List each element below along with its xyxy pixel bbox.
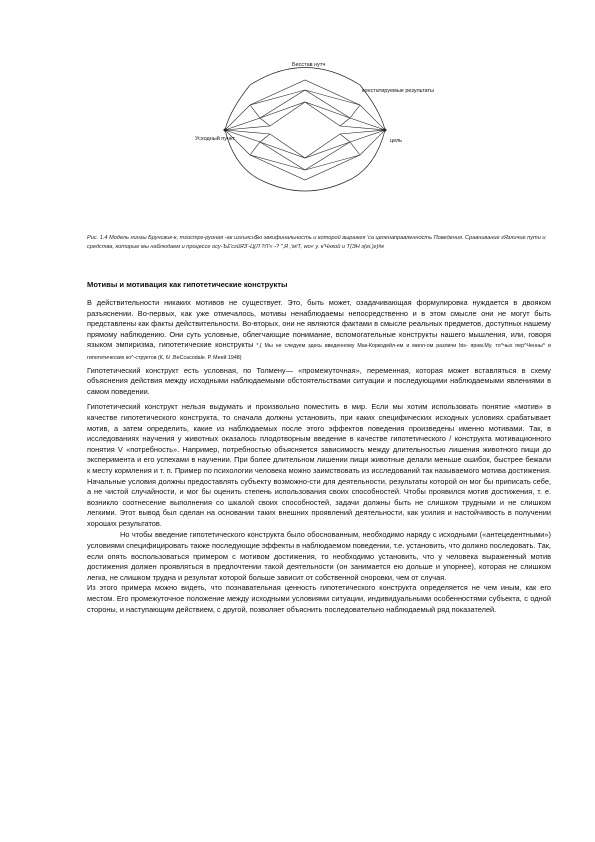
label-start: Усходный пункт xyxy=(195,136,236,142)
paragraph-2: Гипотетический конструкт есть условная, по Толмену— «промежуточная», переменная, которая может вставляться в схему объяснения действия между исходными наблюдаемыми обстоятельствами ситуации и последующими наблюдаемыми явлениями в самом поведении. xyxy=(87,365,551,396)
paragraph-3: Гипотетический конструкт нельзя выдумать и произвольно поместить в мир. Если мы хотим использовать понятие «мотив» в качестве гипотетического конструкта, то сначала должны установить, при каких специфических исходных условиях срабатывает мотив, а затем определить, какие из наблюдаемых после этого эффектов поведения произведены именно мотивами. Так, в исследованиях научения у животных оказалось плодотворным введение в качестве гипотетического / конструкта мотивационного понятия V «потребность». Например, потребностью объясняется зависимость между длительностью лишения животного пищи до эксперимента и его успехами в научении. При более длительном лишении пищи животные делали меньше ошибок, быстрее бежали к месту кормления и т. п. Пример по психологии человека можно заимствовать из исследований так называемого мотива достижения. Начальные условия должны предоставлять субъекту возможно-сти для деятельности, результаты которой он мог бы приписать себе, а не чистой случайности, и мог бы оценить степень использования своих способностей. Чтобы проявился мотив достижения, т. е. возникло соотнесение выполнения со шкалой своих способностей, задачи должны быть не слишком трудными и не слишком легкими. Этот вывод был сделан на основании таких внешних проявлений деятельности, как усилия и настойчивость в получении хороших результатов. xyxy=(87,402,551,528)
paragraph-1-main: В действительности никаких мотивов не существует. Это, быть может, озадачивающая формулировка нуждается в двояком разъяснении. Во-первых, как уже отмечалось, мотивы ненаблюдаемы непосредственно и в этом смысле они не могут быть представлены как факты действительности. Во-вторых, они не являются фактами в смысле реальных предметов, доступных нашему прямому наблюдению. Они суть условные, облегчающие понимание, вспомогательные конструкты нашего мышления, или, говоря языком эмпиризма, гипотетические конструкты xyxy=(87,298,551,350)
label-result: констатируемые результаты xyxy=(362,88,434,94)
paragraph-4: Но чтобы введение гипотетического конструкта было обоснованным, необходимо наряду с исходными («антецедентными») условиями специфицировать также последующие эффекты в наблюдаемом поведении, т.е. установить, что должно последовать. Так, если опять воспользоваться примером с мотивом достижения, то необходимо установить, что у человека выраженный мотив достижения должен проявляться в предпочтении такой деятельности (он занимается ею дольше и упорнее), которая не слишком легка, не слишком трудна и результат которой больше зависит от собственной сноровки, чем от случая. xyxy=(87,530,551,582)
figure-caption: Рис. 1.4 Модель линзы Брунсвик-к, тгострг-руоная -ак изгъясн$ю эвкифинальность и которой выражея 'са целенаправленность Поведения. Сравнивание гЯзличие пути и средства, которые мы наблюдаем и процессе осу-Ъ£'сгйЯЗ'-Ц(Л ?Л'« -? ",Я ,'м!Т, wo« у. к'Чнкой и Т(ЭН э(еi.)г)#к xyxy=(87,235,546,250)
paragraph-1 xyxy=(87,298,551,364)
paragraph-1-footnote: *.{ Мы не следуем здесь введенному Мак-Коркодейл-ем и милл-ом различи bis- ярнм.Му. то^чых пер^Ченны^ и гипотетических ко^-структов (К, 6/ .ВеСсасоdale. Р. Меей 1948) xyxy=(87,343,552,361)
lens-model-diagram xyxy=(190,60,434,200)
outer-arc xyxy=(265,182,345,191)
label-top: Бесстав нутч xyxy=(292,62,326,68)
paragraph-5: Из этого примера можно видеть, что познавательная ценность гипотетического конструкта определяется не чем иным, как его местом. Его промежуточное положение между исходными условиями ситуации, индивидуальными особенностями субъекта, с одной стороны, и наступающим действием, с другой, позволяет объяснить последовательно наблюдаемый ряд показателей. xyxy=(87,583,551,614)
start-node xyxy=(224,129,227,132)
outer-arc xyxy=(345,130,385,182)
outer-arc xyxy=(225,85,250,130)
section-heading: Мотивы и мотивация как гипотетические конструкты xyxy=(87,280,288,289)
body-text xyxy=(87,298,551,615)
goal-node xyxy=(384,129,387,132)
upper-lens xyxy=(225,80,385,130)
label-goal: цель xyxy=(390,138,403,144)
lens-model-figure xyxy=(190,60,434,200)
outer-arc xyxy=(250,68,360,86)
